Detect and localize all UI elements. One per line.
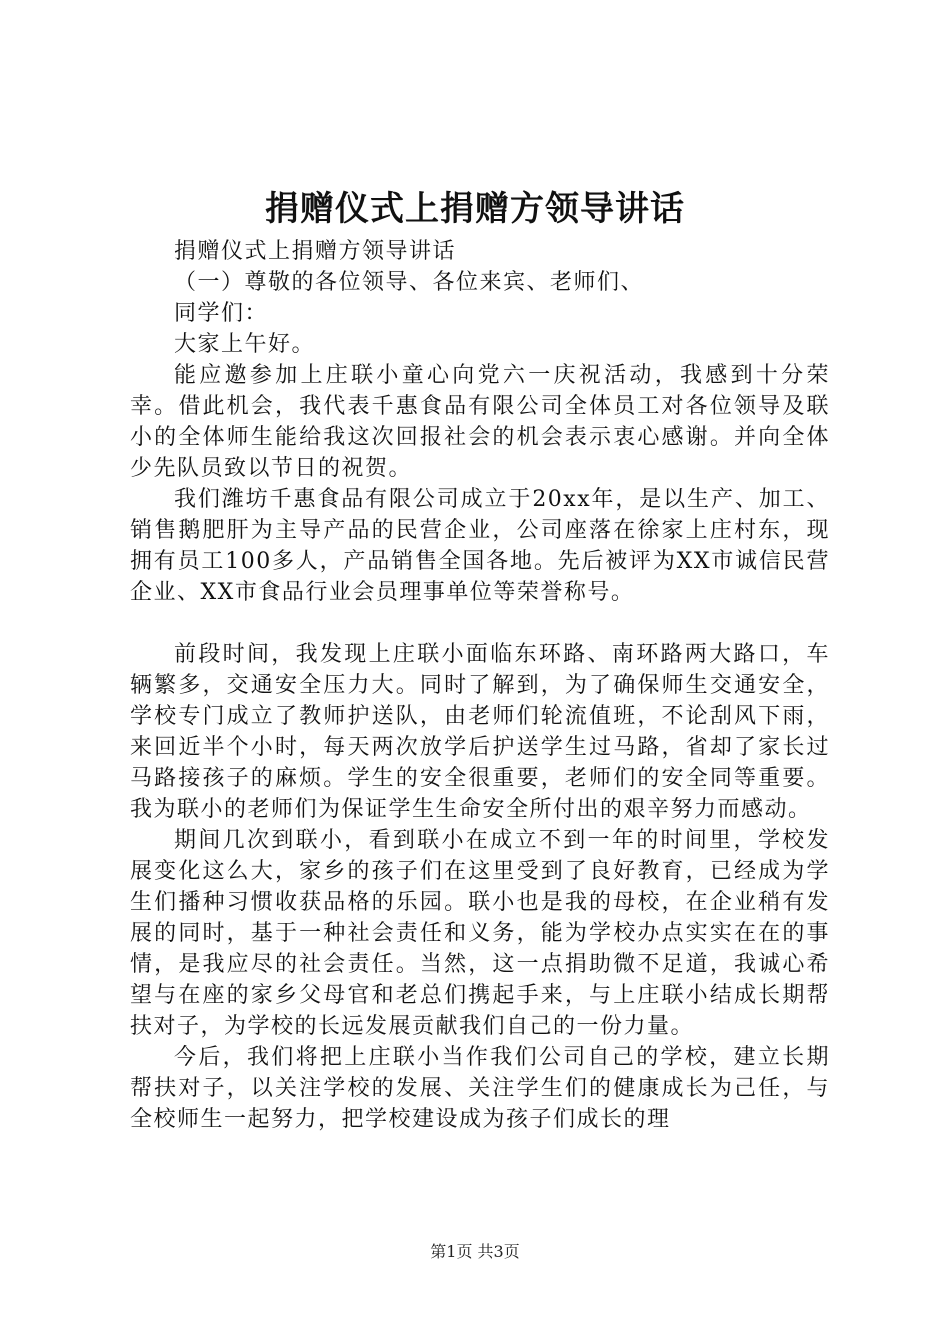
paragraph-body: 今后，我们将把上庄联小当作我们公司自己的学校，建立长期帮扶对子，以关注学校的发展、关注学生们的健康成长为己任，与全校师生一起努力，把学校建设成为孩子们成长的理: [130, 1045, 830, 1132]
paragraph-body: 我们潍坊千惠食品有限公司成立于20xx年，是以生产、加工、销售鹅肥肝为主导产品的民营企业，公司座落在徐家上庄村东，现拥有员工100多人，产品销售全国各地。先后被评为XX市诚信民营企业、XX市食品行业会员理事单位等荣誉称号。: [130, 487, 830, 605]
document-title: 捐赠仪式上捐赠方领导讲话: [265, 189, 685, 229]
page-number-footer: 第1页 共3页: [430, 1242, 520, 1261]
paragraph-body: 能应邀参加上庄联小童心向党六一庆祝活动，我感到十分荣幸。借此机会，我代表千惠食品有限公司全体员工对各位领导及联小的全体师生能给我这次回报社会的机会表示衷心感谢。并向全体少先队员致以节日的祝贺。: [130, 363, 830, 481]
paragraph-salutation: （一）尊敬的各位领导、各位来宾、老师们、: [174, 270, 645, 295]
document-body: [130, 236, 830, 1135]
paragraph-body: 期间几次到联小，看到联小在成立不到一年的时间里，学校发展变化这么大，家乡的孩子们在这里受到了良好教育，已经成为学生们播种习惯收获品格的乐园。联小也是我的母校，在企业稍有发展的同时，基于一种社会责任和义务，能为学校办点实实在在的事情，是我应尽的社会责任。当然，这一点捐助微不足道，我诚心希望与在座的家乡父母官和老总们携起手来，与上庄联小结成长期帮扶对子，为学校的长远发展贡献我们自己的一份力量。: [130, 828, 830, 1039]
paragraph-greeting: 大家上午好。: [174, 332, 316, 357]
paragraph-subtitle: 捐赠仪式上捐赠方领导讲话: [174, 239, 457, 264]
paragraph-body: 前段时间，我发现上庄联小面临东环路、南环路两大路口，车辆繁多，交通安全压力大。同时了解到，为了确保师生交通安全，学校专门成立了教师护送队，由老师们轮流值班，不论刮风下雨，来回近半个小时，每天两次放学后护送学生过马路，省却了家长过马路接孩子的麻烦。学生的安全很重要，老师们的安全同等重要。我为联小的老师们为保证学生生命安全所付出的艰辛努力而感动。: [130, 642, 830, 822]
paragraph-salutation-cont: 同学们：: [174, 301, 269, 326]
